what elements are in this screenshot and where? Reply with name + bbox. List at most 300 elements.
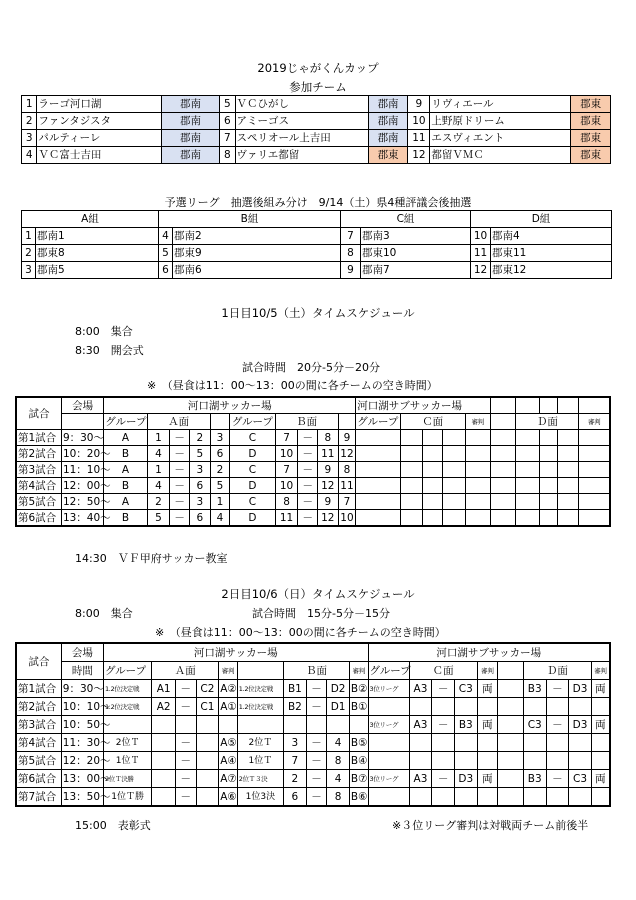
match-cell: 5 [210, 478, 230, 494]
match-cell [569, 698, 592, 716]
match-cell: 3 [189, 494, 210, 510]
match-cell: 10 [275, 478, 298, 494]
match-cell [454, 752, 477, 770]
empty-cell [498, 716, 524, 734]
match-label: 第2試合 [16, 446, 61, 462]
team-number: 8 [220, 147, 235, 164]
match-cell: 両 [477, 770, 498, 788]
empty-cell [423, 478, 443, 494]
team-area: 郡東 [368, 147, 408, 164]
match-cell: 2位Ｔ３決 [237, 770, 283, 788]
teams-table [21, 95, 611, 164]
match-cell: － [546, 680, 569, 698]
empty-cell [498, 680, 524, 698]
day1-lunch-note: ※ （昼食は11：00～13：00の間に各チームの空き時間） [147, 379, 438, 392]
match-time: 13：50～ [61, 788, 103, 807]
group-slot-number: 3 [22, 262, 36, 279]
empty-cell [557, 478, 579, 494]
empty-cell [443, 430, 466, 446]
empty-cell [557, 462, 579, 478]
match-cell: 4 [147, 478, 170, 494]
match-cell: － [298, 446, 318, 462]
day2-match-row [16, 788, 610, 807]
ref-header-d2: 審判 [591, 662, 610, 680]
day2-match-row [16, 716, 610, 734]
match-cell: 6 [210, 446, 230, 462]
match-cell: D3 [569, 680, 592, 698]
group-slot-number: 12 [471, 262, 491, 279]
match-cell [546, 734, 569, 752]
match-cell: 2位Ｔ決勝 [103, 770, 151, 788]
empty-cell [400, 494, 423, 510]
empty-cell [498, 752, 524, 770]
venue-header: 会場 [61, 397, 103, 414]
empty-cell [423, 446, 443, 462]
empty-cell [490, 510, 516, 527]
match-cell [546, 752, 569, 770]
match-cell [523, 788, 546, 807]
empty-cell [516, 462, 540, 478]
match-cell: A④ [219, 752, 238, 770]
match-time: 13：40～ [61, 510, 103, 527]
match-cell: 4 [327, 770, 350, 788]
match-cell: C3 [454, 680, 477, 698]
empty-cell [400, 462, 423, 478]
day2-assembly: 8:00 集合 [75, 607, 133, 620]
team-number: 5 [220, 96, 235, 113]
day2-match-row [16, 752, 610, 770]
match-label: 第6試合 [16, 770, 61, 788]
match-cell: B② [349, 680, 368, 698]
match-cell: 1位3決 [237, 788, 283, 807]
groups-table [21, 210, 612, 279]
team-area: 郡南 [368, 130, 408, 147]
team-row [22, 96, 611, 113]
match-cell: A3 [409, 680, 432, 698]
team-area: 郡南 [368, 96, 408, 113]
group-slot-number: 4 [159, 228, 173, 245]
empty-cell [356, 510, 400, 527]
match-time: 11：10～ [62, 463, 111, 476]
group-slot-team: 郡南2 [173, 228, 341, 245]
match-cell [284, 716, 307, 734]
match-cell [409, 734, 432, 752]
match-header-2: 試合 [16, 643, 61, 680]
match-cell: － [298, 494, 318, 510]
match-cell: － [176, 698, 197, 716]
day1-match-time: 試合時間 20分-5分－20分 [242, 361, 380, 374]
team-area: 郡東 [571, 130, 611, 147]
match-cell [368, 698, 409, 716]
match-cell: 10 [338, 510, 356, 527]
group-row [22, 245, 612, 262]
a-side-header-2: Ａ面 [152, 662, 219, 680]
d-side-header-2: Ｄ面 [523, 662, 591, 680]
day2-heading: 2日目10/6（日）タイムスケジュール [221, 587, 415, 601]
empty-cell [557, 510, 579, 527]
match-cell: A⑤ [219, 734, 238, 752]
match-cell [237, 716, 283, 734]
match-cell: 1 [147, 462, 170, 478]
match-cell: B⑦ [349, 770, 368, 788]
venue2-header: 河口湖サブサッカー場 [356, 397, 490, 414]
group-header-c: グループ [368, 662, 409, 680]
team-area: 郡南 [161, 113, 219, 130]
prelim-heading: 予選リーグ 抽選後組み分け 9/14（土）県4種評議会後抽選 [164, 196, 472, 209]
match-cell [454, 788, 477, 807]
day1-match-row [16, 510, 610, 527]
match-cell [569, 788, 592, 807]
match-cell: 12 [318, 478, 339, 494]
empty-cell [579, 430, 610, 446]
match-cell: 8 [327, 752, 350, 770]
empty-cell [579, 510, 610, 527]
match-cell: 6 [189, 478, 210, 494]
team-area: 郡南 [161, 130, 219, 147]
match-cell: 12 [338, 446, 356, 462]
match-cell: 1位Ｔ [237, 752, 283, 770]
match-cell [196, 734, 219, 752]
match-cell: D [230, 478, 275, 494]
day1-match-row [16, 446, 610, 462]
match-time: 9：30～ [62, 431, 104, 444]
day2-match-time: 試合時間 15分-5分－15分 [252, 607, 390, 620]
empty-cell [423, 494, 443, 510]
match-cell: 9 [318, 494, 339, 510]
day1-assembly: 8:00 集合 [75, 325, 133, 338]
empty-cell [400, 478, 423, 494]
match-cell [546, 788, 569, 807]
venue-header-2: 会場 [61, 643, 103, 662]
venue1-header: 河口湖サッカー場 [104, 397, 356, 414]
match-cell: 4 [147, 446, 170, 462]
empty-cell [498, 770, 524, 788]
match-cell: B① [349, 698, 368, 716]
group-slot-number: 2 [22, 245, 36, 262]
match-cell: － [432, 680, 455, 698]
match-cell [523, 734, 546, 752]
match-time: 10：20～ [62, 447, 111, 460]
team-area: 郡南 [368, 113, 408, 130]
empty-cell [400, 510, 423, 527]
group-slot-team: 郡東12 [491, 262, 612, 279]
team-number: 6 [220, 113, 235, 130]
empty-cell [540, 430, 558, 446]
match-cell: 3 [284, 734, 307, 752]
empty-cell [579, 478, 610, 494]
match-cell [196, 752, 219, 770]
match-cell [477, 734, 498, 752]
match-cell: 両 [591, 716, 610, 734]
match-cell: 両 [591, 770, 610, 788]
match-cell: － [306, 680, 327, 698]
match-cell: － [298, 510, 318, 527]
group-slot-number: 10 [471, 228, 491, 245]
team-number: 7 [220, 130, 235, 147]
match-cell: A3 [409, 716, 432, 734]
match-cell: － [170, 478, 190, 494]
match-time: 11：30～ [61, 734, 103, 752]
empty-cell [465, 430, 490, 446]
match-cell: B④ [349, 752, 368, 770]
venue2-header-2: 河口湖サブサッカー場 [368, 643, 610, 662]
match-cell: － [306, 752, 327, 770]
match-cell: B2 [284, 698, 307, 716]
match-time: 12：50～ [62, 495, 111, 508]
match-cell: 11 [318, 446, 339, 462]
match-cell [591, 788, 610, 807]
team-name: ＶＣひがし [235, 96, 368, 113]
group-header: D組 [471, 211, 612, 228]
match-cell: － [432, 770, 455, 788]
match-cell [546, 698, 569, 716]
match-label: 第7試合 [16, 788, 61, 807]
match-cell: － [306, 770, 327, 788]
day2-closing: 15:00 表彰式 [75, 819, 151, 832]
ref-header-d: 審判 [579, 414, 610, 430]
match-cell [176, 716, 197, 734]
day2-schedule-table [15, 642, 611, 807]
match-cell: 8 [327, 788, 350, 807]
match-label: 第5試合 [16, 752, 61, 770]
empty-cell [356, 430, 400, 446]
empty-cell [557, 430, 579, 446]
empty-cell [579, 494, 610, 510]
match-cell: 3 [189, 462, 210, 478]
empty-cell [423, 430, 443, 446]
day2-footnote: ※３位リーグ審判は対戦両チーム前後半 [392, 819, 589, 832]
match-cell [591, 752, 610, 770]
match-cell: － [546, 716, 569, 734]
day2-match-row [16, 770, 610, 788]
match-cell: － [170, 446, 190, 462]
b-side-header-2: Ｂ面 [284, 662, 350, 680]
empty-cell [498, 734, 524, 752]
team-name: ＶＣ富士吉田 [37, 147, 161, 164]
match-cell [409, 752, 432, 770]
empty-cell [400, 430, 423, 446]
match-cell: － [306, 788, 327, 807]
match-cell: 1 [147, 430, 170, 446]
team-name: 都留ＶＭＣ [430, 147, 571, 164]
group-header-a: グループ [103, 662, 151, 680]
team-number: 11 [408, 130, 430, 147]
match-cell [409, 698, 432, 716]
match-cell: A3 [409, 770, 432, 788]
empty-cell [465, 462, 490, 478]
match-label: 第3試合 [16, 716, 61, 734]
match-cell: C3 [569, 770, 592, 788]
match-cell: 9 [318, 462, 339, 478]
match-cell: A [104, 430, 147, 446]
match-label: 第5試合 [16, 494, 61, 510]
match-cell: C3 [523, 716, 546, 734]
empty-cell [423, 462, 443, 478]
group-row [22, 262, 612, 279]
empty-cell [516, 430, 540, 446]
match-label: 第3試合 [16, 462, 61, 478]
match-cell: 1.2位決定戦 [103, 698, 151, 716]
day1-match-row [16, 478, 610, 494]
match-cell: D1 [327, 698, 350, 716]
match-cell: C [230, 462, 275, 478]
match-cell: 10 [275, 446, 298, 462]
team-row [22, 113, 611, 130]
match-label: 第6試合 [16, 510, 61, 527]
team-name: スペリオール上吉田 [235, 130, 368, 147]
ref-header-c: 審判 [465, 414, 490, 430]
empty-cell [465, 446, 490, 462]
match-cell [454, 734, 477, 752]
group-header-3: グループ [357, 415, 399, 428]
match-cell: 3位リーグ [368, 770, 409, 788]
group-slot-team: 郡東11 [491, 245, 612, 262]
empty-cell [540, 494, 558, 510]
team-area: 郡東 [571, 96, 611, 113]
match-cell: D2 [327, 680, 350, 698]
empty-cell [540, 478, 558, 494]
group-slot-team: 郡東9 [173, 245, 341, 262]
day1-match-row [16, 430, 610, 446]
group-header: C組 [341, 211, 471, 228]
empty-cell [540, 510, 558, 527]
empty-cell [356, 494, 400, 510]
match-label: 第1試合 [16, 680, 61, 698]
group-header-2: グループ [230, 414, 275, 430]
match-cell [327, 716, 350, 734]
group-header-1: グループ [105, 415, 147, 428]
page-title: 2019じゃがくんカップ [257, 61, 379, 75]
empty-cell [465, 494, 490, 510]
group-slot-team: 郡南4 [491, 228, 612, 245]
day1-schedule-table [15, 396, 611, 527]
match-cell: D3 [569, 716, 592, 734]
match-cell: 8 [318, 430, 339, 446]
match-time: 12：00～ [62, 479, 111, 492]
team-name: ファンタジスタ [37, 113, 161, 130]
day1-heading: 1日目10/5（土）タイムスケジュール [221, 306, 415, 320]
empty-cell [443, 446, 466, 462]
match-cell [368, 752, 409, 770]
match-cell: － [170, 510, 190, 527]
b-side-header: Ｂ面 [275, 414, 338, 430]
match-cell: 4 [210, 510, 230, 527]
match-cell: 1位Ｔ勝 [103, 788, 151, 807]
empty-cell [490, 462, 516, 478]
match-cell: 2位Ｔ [103, 734, 151, 752]
match-cell: 8 [338, 462, 356, 478]
empty-cell [516, 446, 540, 462]
team-number: 9 [408, 96, 430, 113]
match-cell: B3 [523, 680, 546, 698]
empty-cell [400, 446, 423, 462]
empty-cell [490, 494, 516, 510]
empty-cell [516, 510, 540, 527]
match-cell: 7 [284, 752, 307, 770]
empty-cell [498, 788, 524, 807]
d-side-header: Ｄ面 [516, 414, 579, 430]
team-number: 10 [408, 113, 430, 130]
match-cell [368, 788, 409, 807]
match-cell: 7 [338, 494, 356, 510]
match-cell: － [298, 478, 318, 494]
match-cell [432, 734, 455, 752]
team-area: 郡東 [571, 147, 611, 164]
match-time: 13：00～ [61, 770, 103, 788]
match-cell [196, 716, 219, 734]
group-row [22, 228, 612, 245]
team-name: リヴィエール [430, 96, 571, 113]
match-cell: 1 [210, 494, 230, 510]
match-cell: D3 [454, 770, 477, 788]
day1-match-row [16, 462, 610, 478]
group-header: B組 [159, 211, 341, 228]
day1-match-row [16, 494, 610, 510]
match-cell: 2 [189, 430, 210, 446]
empty-cell [557, 446, 579, 462]
match-cell: B⑥ [349, 788, 368, 807]
match-time: 10：10～ [61, 698, 103, 716]
group-slot-team: 郡南3 [361, 228, 471, 245]
day2-match-row [16, 680, 610, 698]
match-cell [409, 788, 432, 807]
match-cell: B [104, 446, 147, 462]
empty-cell [490, 478, 516, 494]
empty-cell [579, 462, 610, 478]
match-cell: 11 [338, 478, 356, 494]
match-cell: A [104, 462, 147, 478]
group-slot-team: 郡南5 [36, 262, 159, 279]
match-cell: 5 [189, 446, 210, 462]
match-cell: A⑦ [219, 770, 238, 788]
match-cell: B3 [454, 716, 477, 734]
match-cell [432, 752, 455, 770]
ref-header-c2: 審判 [477, 662, 498, 680]
match-time: 9：30～ [61, 680, 103, 698]
team-number: 1 [22, 96, 37, 113]
match-cell [368, 734, 409, 752]
match-cell [219, 716, 238, 734]
match-cell: C [230, 430, 275, 446]
match-cell: 5 [147, 510, 170, 527]
match-label: 第1試合 [16, 430, 61, 446]
team-name: エスヴィエント [430, 130, 571, 147]
group-slot-team: 郡東10 [361, 245, 471, 262]
team-number: 4 [22, 147, 37, 164]
match-cell [432, 698, 455, 716]
match-cell: B⑤ [349, 734, 368, 752]
team-name: アミーゴス [235, 113, 368, 130]
group-slot-number: 8 [341, 245, 361, 262]
match-cell: 9 [338, 430, 356, 446]
match-cell: 3 [210, 430, 230, 446]
match-cell [477, 698, 498, 716]
match-cell [103, 716, 151, 734]
match-cell: 1.2位決定戦 [103, 680, 151, 698]
match-cell [523, 752, 546, 770]
group-slot-team: 郡南1 [36, 228, 159, 245]
match-cell: A① [219, 698, 238, 716]
match-label: 第4試合 [16, 734, 61, 752]
empty-cell [498, 698, 524, 716]
match-cell [152, 752, 176, 770]
match-cell: B [104, 510, 147, 527]
match-cell [477, 788, 498, 807]
empty-cell [443, 478, 466, 494]
match-cell: 2 [147, 494, 170, 510]
match-cell: 2位Ｔ [237, 734, 283, 752]
group-slot-team: 郡南6 [173, 262, 341, 279]
